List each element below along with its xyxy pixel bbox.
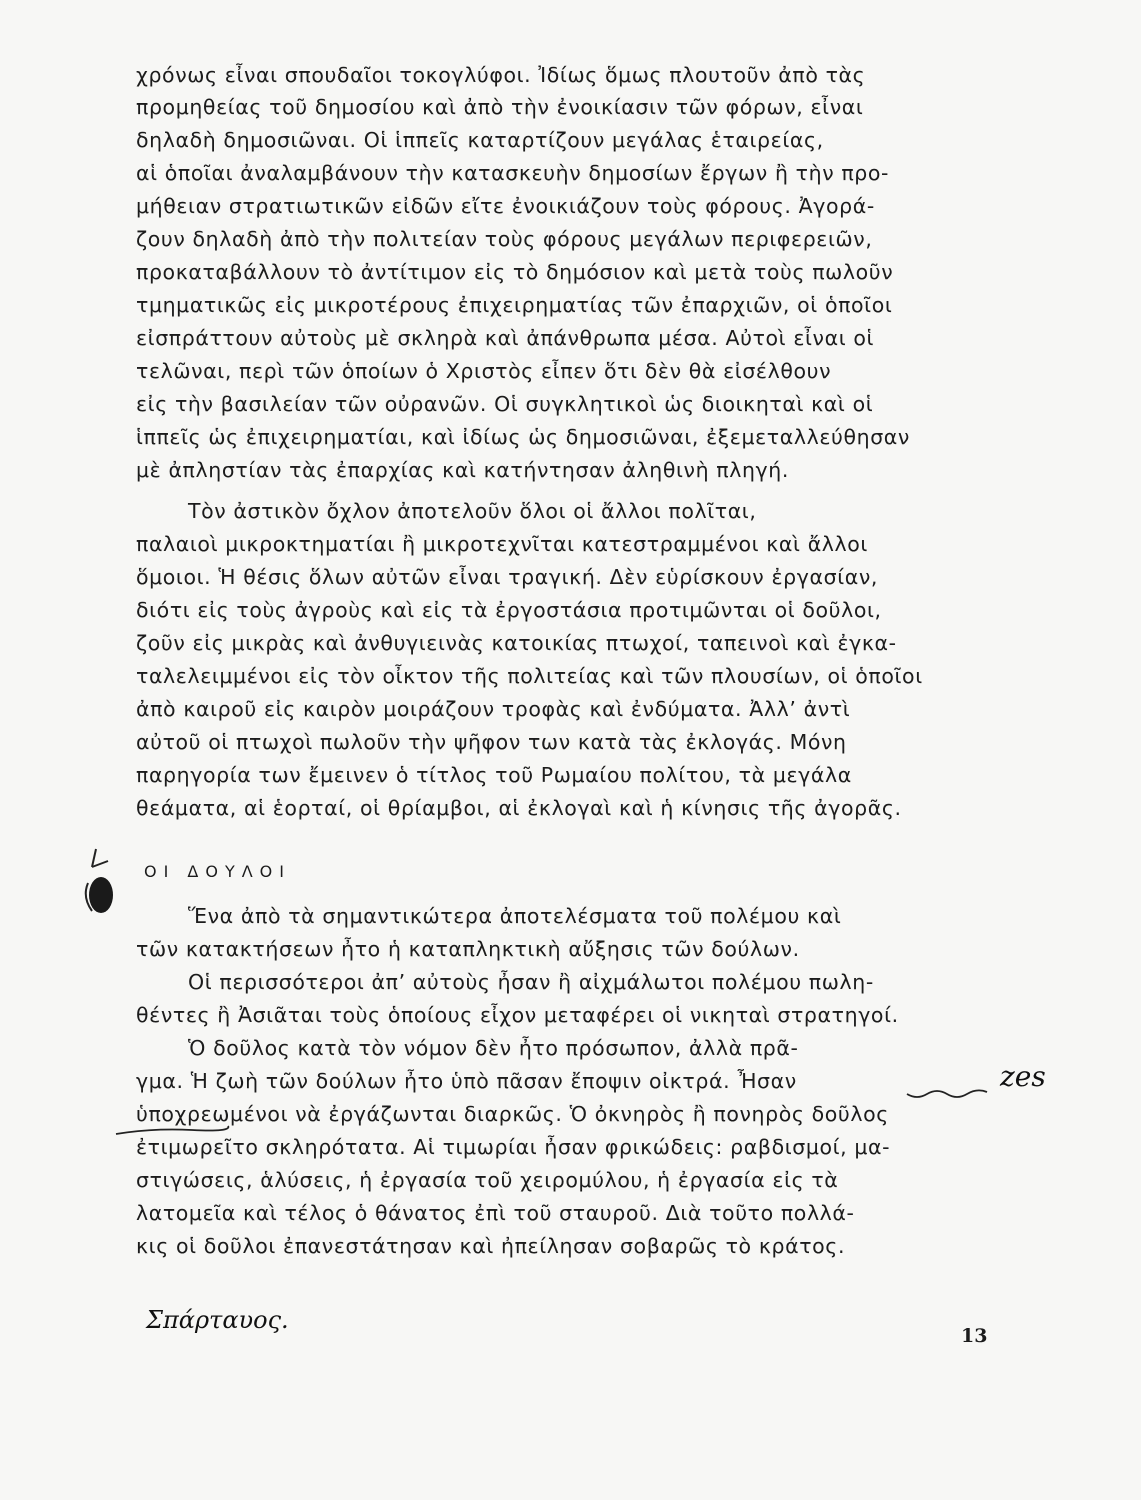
text-line: ἀπὸ καιροῦ εἰς καιρὸν μοιράζουν τροφὰς καὶ ἐνδύματα. Ἀλλ’ ἀντὶ bbox=[136, 697, 851, 721]
text-line: στιγώσεις, ἁλύσεις, ἡ ἐργασία τοῦ χειρομύλου, ἡ ἐργασία εἰς τὰ bbox=[136, 1168, 839, 1192]
handwritten-underline-mark bbox=[112, 1110, 232, 1140]
text-line: Τὸν ἀστικὸν ὄχλον ἀποτελοῦν ὅλοι οἱ ἄλλοι πολῖται, bbox=[188, 499, 757, 523]
text-line: παλαιοὶ μικροκτηματίαι ἢ μικροτεχνῖται κατεστραμμένοι καὶ ἄλλοι bbox=[136, 532, 868, 556]
text-line: τμηματικῶς εἰς μικροτέρους ἐπιχειρηματίας τῶν ἐπαρχιῶν, οἱ ὁποῖοι bbox=[136, 293, 893, 317]
text-line: εἰς τὴν βασιλείαν τῶν οὐρανῶν. Οἱ συγκλητικοὶ ὡς διοικηταὶ καὶ οἱ bbox=[136, 392, 874, 416]
handwritten-margin-note: zes bbox=[1000, 1060, 1046, 1093]
text-line: παρηγορία των ἔμεινεν ὁ τίτλος τοῦ Ρωμαίου πολίτου, τὰ μεγάλα bbox=[136, 763, 852, 787]
text-line: θεάματα, αἱ ἑορταί, οἱ θρίαμβοι, αἱ ἐκλογαὶ καὶ ἡ κίνησις τῆς ἀγορᾶς. bbox=[136, 796, 902, 820]
text-line: εἰσπράττουν αὐτοὺς μὲ σκληρὰ καὶ ἀπάνθρωπα μέσα. Αὐτοὶ εἶναι οἱ bbox=[136, 326, 875, 350]
text-line: ἱππεῖς ὡς ἐπιχειρηματίαι, καὶ ἰδίως ὡς δημοσιῶναι, ἐξεμεταλλεύθησαν bbox=[136, 425, 910, 449]
text-line: Ὁ δοῦλος κατὰ τὸν νόμον δὲν ἦτο πρόσωπον, ἀλλὰ πρᾶ- bbox=[188, 1036, 799, 1060]
text-line: προμηθείας τοῦ δημοσίου καὶ ἀπὸ τὴν ἐνοικίασιν τῶν φόρων, εἶναι bbox=[136, 95, 864, 119]
text-line: τελῶναι, περὶ τῶν ὁποίων ὁ Χριστὸς εἶπεν ὅτι δὲν θὰ εἰσέλθουν bbox=[136, 359, 832, 383]
pencil-scribble-mark bbox=[78, 845, 128, 925]
text-line: θέντες ἢ Ἀσιᾶται τοὺς ὁποίους εἶχον μεταφέρει οἱ νικηταὶ στρατηγοί. bbox=[136, 1003, 899, 1027]
text-line: ταλελειμμένοι εἰς τὸν οἶκτον τῆς πολιτείας καὶ τῶν πλουσίων, οἱ ὁποῖοι bbox=[136, 664, 923, 688]
text-line: ἐτιμωρεῖτο σκληρότατα. Αἱ τιμωρίαι ἦσαν φρικώδεις: ραβδισμοί, μα- bbox=[136, 1135, 891, 1159]
text-line: ὅμοιοι. Ἡ θέσις ὅλων αὐτῶν εἶναι τραγική. Δὲν εὑρίσκουν ἐργασίαν, bbox=[136, 565, 879, 589]
text-line: χρόνως εἶναι σπουδαῖοι τοκογλύφοι. Ἰδίως ὅμως πλουτοῦν ἀπὸ τὰς bbox=[136, 63, 866, 87]
page-number: 13 bbox=[961, 1325, 988, 1347]
text-line: προκαταβάλλουν τὸ ἀντίτιμον εἰς τὸ δημόσιον καὶ μετὰ τοὺς πωλοῦν bbox=[136, 260, 894, 284]
handwritten-underline-mark bbox=[905, 1078, 990, 1100]
text-line: ζουν δηλαδὴ ἀπὸ τὴν πολιτείαν τοὺς φόρους μεγάλων περιφερειῶν, bbox=[136, 227, 873, 251]
text-line: ζοῦν εἰς μικρὰς καὶ ἀνθυγιεινὰς κατοικίας πτωχοί, ταπεινοὶ καὶ ἐγκα- bbox=[136, 631, 897, 655]
text-line: αὐτοῦ οἱ πτωχοὶ πωλοῦν τὴν ψῆφον των κατὰ τὰς ἐκλογάς. Μόνη bbox=[136, 730, 847, 754]
text-line: δηλαδὴ δημοσιῶναι. Οἱ ἱππεῖς καταρτίζουν μεγάλας ἑταιρείας, bbox=[136, 128, 824, 152]
text-line: ὑποχρεωμένοι νὰ ἐργάζωνται διαρκῶς. Ὁ ὀκνηρὸς ἢ πονηρὸς δοῦλος bbox=[136, 1102, 889, 1126]
section-heading: ΟΙ ΔΟΥΛΟΙ bbox=[144, 862, 291, 881]
text-line: αἱ ὁποῖαι ἀναλαμβάνουν τὴν κατασκευὴν δημοσίων ἔργων ἢ τὴν προ- bbox=[136, 161, 890, 185]
text-line: διότι εἰς τοὺς ἀγροὺς καὶ εἰς τὰ ἐργοστάσια προτιμῶνται οἱ δοῦλοι, bbox=[136, 598, 882, 622]
text-line: μὲ ἀπληστίαν τὰς ἐπαρχίας καὶ κατήντησαν ἀληθινὴ πληγή. bbox=[136, 458, 789, 482]
text-line: κις οἱ δοῦλοι ἐπανεστάτησαν καὶ ἠπείλησαν σοβαρῶς τὸ κράτος. bbox=[136, 1234, 846, 1258]
text-line: μήθειαν στρατιωτικῶν εἰδῶν εἴτε ἐνοικιάζουν τοὺς φόρους. Ἀγορά- bbox=[136, 194, 875, 218]
text-line: Ἕνα ἀπὸ τὰ σημαντικώτερα ἀποτελέσματα τοῦ πολέμου καὶ bbox=[188, 904, 842, 928]
text-line: Οἱ περισσότεροι ἀπ’ αὐτοὺς ἦσαν ἢ αἰχμάλωτοι πολέμου πωλη- bbox=[188, 970, 874, 994]
handwritten-bottom-note: Σπάρταυος. bbox=[146, 1306, 289, 1334]
text-line: γμα. Ἡ ζωὴ τῶν δούλων ἦτο ὑπὸ πᾶσαν ἔποψιν οἰκτρά. Ἦσαν bbox=[136, 1069, 797, 1093]
text-line: λατομεῖα καὶ τέλος ὁ θάνατος ἐπὶ τοῦ σταυροῦ. Διὰ τοῦτο πολλά- bbox=[136, 1201, 855, 1225]
text-line: τῶν κατακτήσεων ἦτο ἡ καταπληκτικὴ αὔξησις τῶν δούλων. bbox=[136, 937, 800, 961]
